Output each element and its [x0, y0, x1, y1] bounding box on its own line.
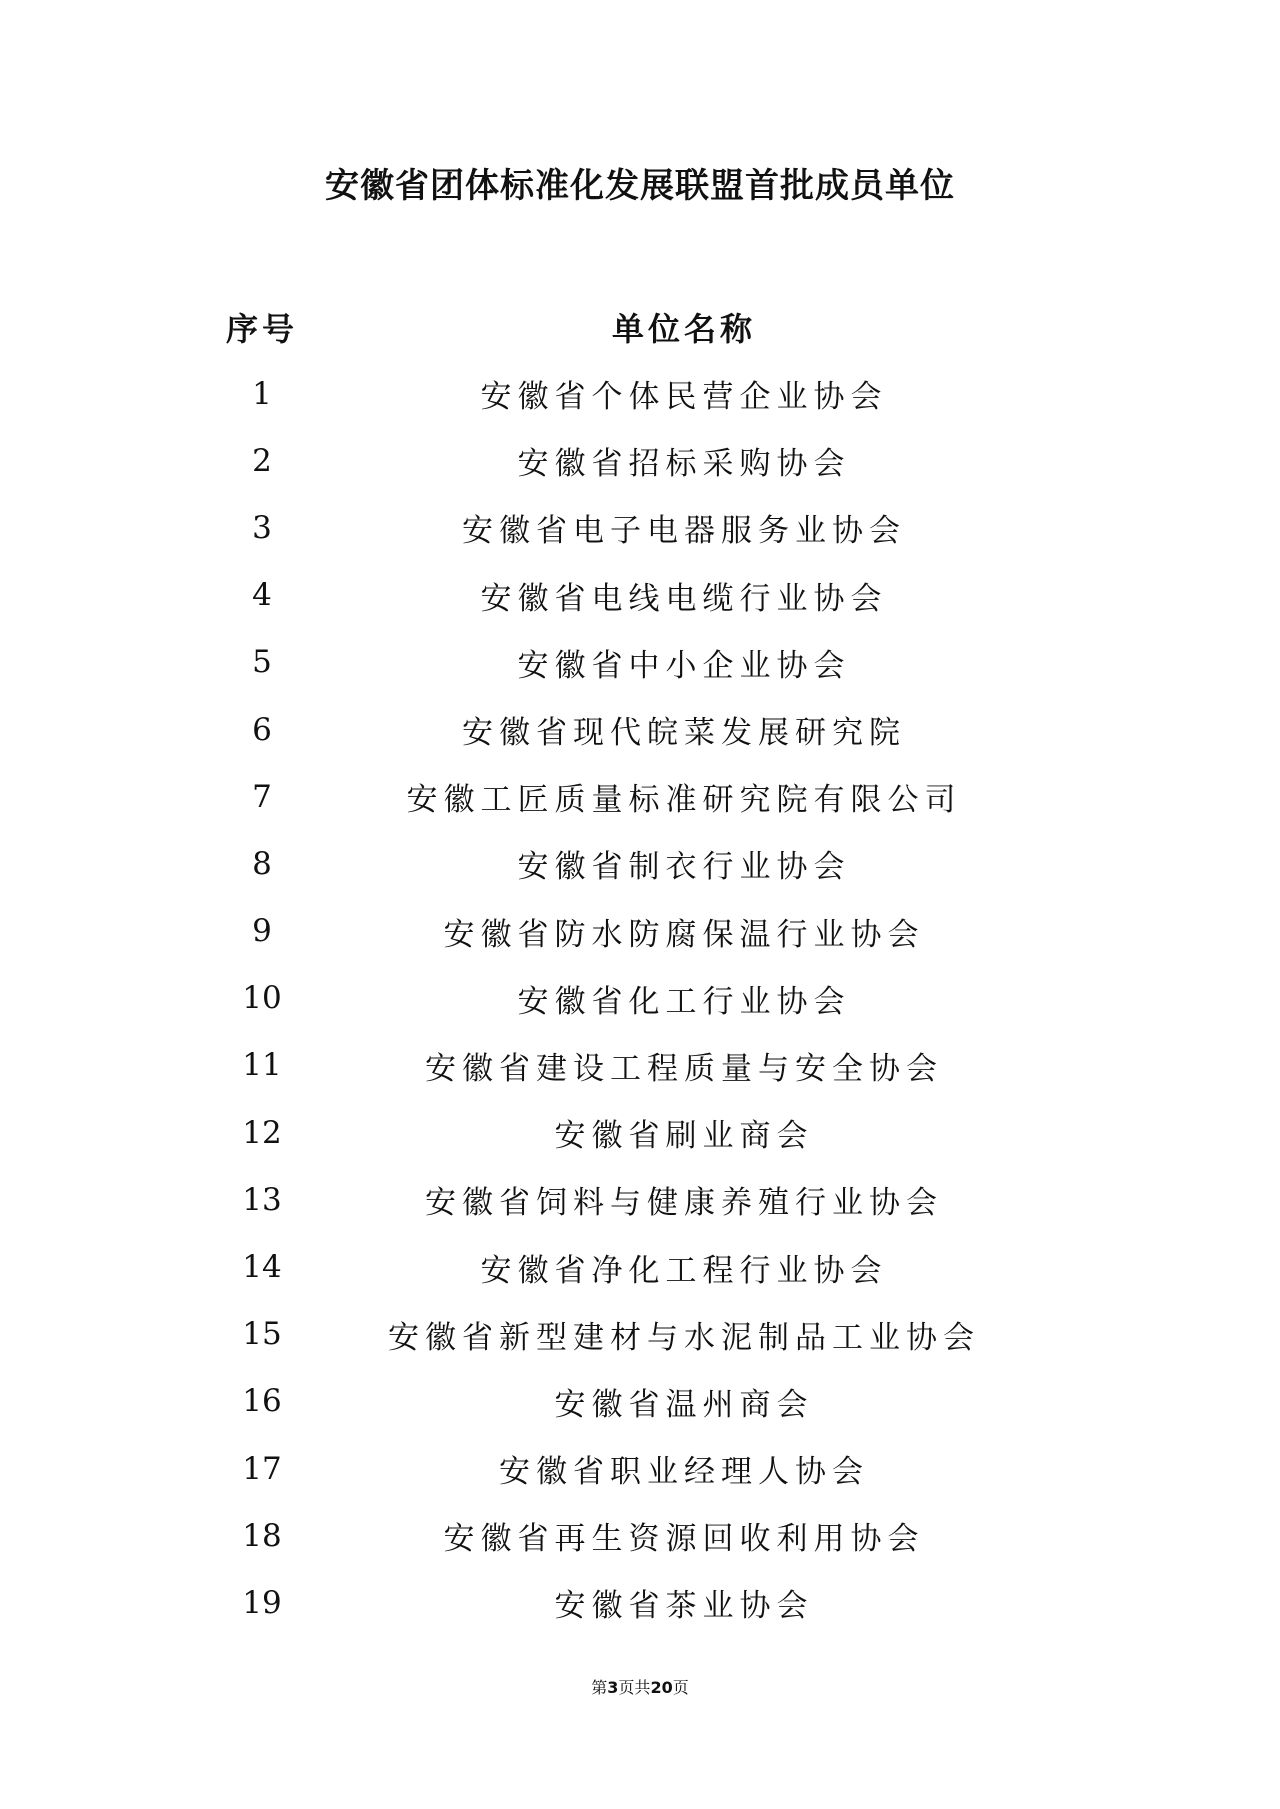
- footer-total-pages: 20: [650, 1678, 673, 1697]
- footer-prefix: 第: [591, 1678, 608, 1697]
- row-unit-name: 安徽省建设工程质量与安全协会: [425, 1050, 943, 1087]
- table-header: [200, 294, 1120, 360]
- row-number: 19: [242, 1584, 282, 1621]
- table-row: [200, 1032, 1120, 1099]
- table-row: [200, 1166, 1120, 1233]
- table-row: [200, 830, 1120, 897]
- row-number: 16: [242, 1383, 282, 1420]
- document-title: 安徽省团体标准化发展联盟首批成员单位: [325, 166, 955, 206]
- row-number: 3: [252, 509, 272, 546]
- table-row: [200, 427, 1120, 494]
- table-row: [200, 898, 1120, 965]
- table-row: [200, 965, 1120, 1032]
- row-unit-name: 安徽省刷业商会: [554, 1118, 814, 1155]
- row-unit-name: 安徽省茶业协会: [554, 1588, 814, 1625]
- row-unit-name: 安徽省温州商会: [554, 1386, 814, 1423]
- table-row: [200, 360, 1120, 427]
- row-unit-name: 安徽省个体民营企业协会: [480, 379, 888, 416]
- table-row: [200, 1569, 1120, 1636]
- row-number: 2: [252, 442, 272, 479]
- row-unit-name: 安徽省中小企业协会: [517, 647, 851, 684]
- table-row: [200, 1099, 1120, 1166]
- table-row: [200, 494, 1120, 561]
- row-number: 14: [242, 1249, 282, 1286]
- row-number: 8: [252, 845, 272, 882]
- row-number: 1: [252, 375, 272, 412]
- row-number: 12: [242, 1114, 282, 1151]
- row-number: 17: [242, 1450, 282, 1487]
- table-row: [200, 629, 1120, 696]
- row-number: 13: [242, 1181, 282, 1218]
- row-unit-name: 安徽省电子电器服务业协会: [462, 513, 906, 550]
- row-unit-name: 安徽省现代皖菜发展研究院: [462, 715, 906, 752]
- footer-middle: 页共: [618, 1678, 651, 1697]
- row-number: 15: [242, 1316, 282, 1353]
- footer-suffix: 页: [672, 1678, 689, 1697]
- row-unit-name: 安徽省防水防腐保温行业协会: [443, 916, 925, 953]
- row-unit-name: 安徽省化工行业协会: [517, 983, 851, 1020]
- table-row: [200, 1502, 1120, 1569]
- row-unit-name: 安徽省净化工程行业协会: [480, 1252, 888, 1289]
- row-unit-name: 安徽省招标采购协会: [517, 446, 851, 483]
- table-row: [200, 1301, 1120, 1368]
- page-footer: [0, 1675, 1280, 1698]
- row-unit-name: 安徽省饲料与健康养殖行业协会: [425, 1185, 943, 1222]
- table-row: [200, 1233, 1120, 1300]
- row-unit-name: 安徽省职业经理人协会: [499, 1454, 869, 1491]
- row-number: 4: [252, 577, 272, 614]
- table-row: [200, 1368, 1120, 1435]
- row-unit-name: 安徽工匠质量标准研究院有限公司: [406, 782, 962, 819]
- row-unit-name: 安徽省新型建材与水泥制品工业协会: [388, 1319, 980, 1356]
- row-number: 6: [252, 711, 272, 748]
- header-serial-number: 序号: [225, 310, 298, 348]
- member-table: [200, 294, 1120, 1637]
- table-row: [200, 1435, 1120, 1502]
- table-row: [200, 562, 1120, 629]
- row-number: 7: [252, 778, 272, 815]
- footer-current-page: 3: [607, 1678, 619, 1697]
- row-unit-name: 安徽省再生资源回收利用协会: [443, 1521, 925, 1558]
- table-row: [200, 696, 1120, 763]
- table-row: [200, 763, 1120, 830]
- row-number: 11: [242, 1047, 282, 1084]
- row-number: 9: [252, 913, 272, 950]
- header-unit-name: 单位名称: [611, 310, 756, 348]
- row-number: 10: [242, 980, 282, 1017]
- row-unit-name: 安徽省制衣行业协会: [517, 849, 851, 886]
- row-unit-name: 安徽省电线电缆行业协会: [480, 580, 888, 617]
- row-number: 5: [252, 644, 272, 681]
- row-number: 18: [242, 1517, 282, 1554]
